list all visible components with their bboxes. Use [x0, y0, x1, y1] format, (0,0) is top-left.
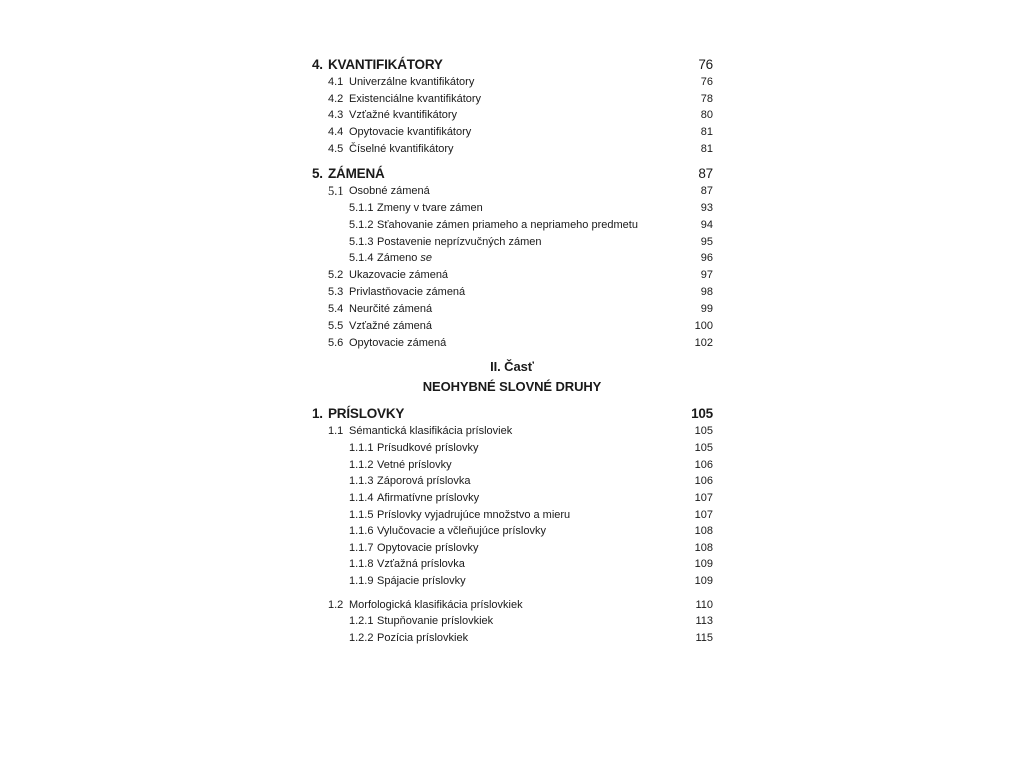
toc-subentry [0, 613, 1024, 629]
entry-title: Vylučovacie a včleňujúce príslovky [377, 525, 546, 537]
page-number: 107 [694, 492, 713, 504]
entry-title: Vzťažná príslovka [377, 558, 465, 570]
entry-title: Existenciálne kvantifikátory [349, 93, 482, 105]
page-number: 98 [700, 286, 713, 298]
toc-entry [0, 301, 1024, 317]
entry-title [377, 250, 432, 266]
toc-chapter-5 [0, 164, 1024, 184]
entry-title: Vzťažné zámená [349, 320, 433, 332]
entry-number: 5.5 [328, 320, 344, 332]
chapter-title: ZÁMENÁ [328, 166, 385, 181]
page-number: 96 [700, 252, 713, 264]
toc-subentry [0, 556, 1024, 572]
entry-number: 1.1.5 [349, 509, 374, 521]
toc-subentry [0, 473, 1024, 489]
entry-number: 5.2 [328, 269, 344, 281]
entry-number: 1.2.2 [349, 632, 374, 644]
entry-number: 5.6 [328, 337, 344, 349]
toc-entry [0, 284, 1024, 300]
toc-entry [0, 141, 1024, 157]
entry-number: 1.1.8 [349, 558, 374, 570]
toc-subentry [0, 200, 1024, 216]
page-number: 105 [691, 406, 713, 421]
entry-number: 1.1.1 [349, 442, 374, 454]
entry-number: 5.4 [328, 303, 344, 315]
toc-subentry [0, 540, 1024, 556]
page-number: 76 [698, 57, 713, 72]
toc-subentry [0, 573, 1024, 589]
entry-number: 4.5 [328, 143, 344, 155]
page-number: 100 [694, 320, 713, 332]
entry-number: 4.3 [328, 109, 344, 121]
part-title: NEOHYBNÉ SLOVNÉ DRUHY [422, 379, 602, 394]
chapter-number: 5. [312, 166, 323, 181]
page-number: 78 [700, 93, 713, 105]
page-number: 87 [698, 166, 713, 181]
entry-title: Sťahovanie zámen priameho a nepriameho predmetu [377, 219, 638, 231]
page-number: 99 [700, 303, 713, 315]
page-number: 110 [695, 599, 713, 611]
page-number: 81 [700, 143, 713, 155]
entry-number: 1.1 [328, 425, 344, 437]
entry-number: 5.1.1 [349, 202, 374, 214]
page-number: 107 [694, 509, 713, 521]
entry-title: Vetné príslovky [377, 459, 452, 471]
toc-subentry [0, 440, 1024, 456]
toc-entry [0, 91, 1024, 107]
page-number: 106 [694, 475, 713, 487]
entry-title: Vzťažné kvantifikátory [349, 109, 458, 121]
entry-number: 5.1.2 [349, 219, 374, 231]
entry-title: Ukazovacie zámená [349, 269, 449, 281]
toc-entry [0, 107, 1024, 123]
toc-entry [0, 423, 1024, 439]
entry-number: 4.4 [328, 126, 344, 138]
entry-number: 1.2 [328, 599, 344, 611]
toc-entry [0, 74, 1024, 90]
page-number: 108 [694, 542, 713, 554]
entry-title: Morfologická klasifikácia príslovkiek [349, 599, 523, 611]
entry-title: Číselné kvantifikátory [349, 143, 454, 155]
toc-entry [0, 267, 1024, 283]
chapter-number: 1. [312, 406, 323, 421]
entry-title: Opytovacie zámená [349, 337, 447, 349]
toc-entry [0, 183, 1024, 199]
toc-chapter-1 [0, 404, 1024, 424]
entry-title: Spájacie príslovky [377, 575, 466, 587]
entry-title: Opytovacie kvantifikátory [349, 126, 472, 138]
page-number: 81 [700, 126, 713, 138]
entry-title: Osobné zámená [349, 185, 430, 197]
toc-chapter-4 [0, 55, 1024, 75]
entry-title: Univerzálne kvantifikátory [349, 76, 475, 88]
toc-subentry [0, 234, 1024, 250]
page-number: 106 [694, 459, 713, 471]
page-number: 109 [694, 575, 713, 587]
entry-number: 1.2.1 [349, 615, 374, 627]
page-number: 95 [700, 236, 713, 248]
page-number: 108 [694, 525, 713, 537]
entry-number: 1.1.9 [349, 575, 374, 587]
entry-number: 1.1.7 [349, 542, 374, 554]
entry-title-italic: se [420, 252, 433, 264]
entry-title: Opytovacie príslovky [377, 542, 479, 554]
toc-subentry [0, 490, 1024, 506]
entry-number: 1.1.3 [349, 475, 374, 487]
chapter-number: 4. [312, 57, 323, 72]
entry-title: Stupňovanie príslovkiek [377, 615, 494, 627]
toc-subentry [0, 507, 1024, 523]
chapter-title: PRÍSLOVKY [328, 406, 405, 421]
entry-title: Príslovky vyjadrujúce množstvo a mieru [377, 509, 571, 521]
page-number: 102 [694, 337, 713, 349]
entry-number: 5.3 [328, 286, 344, 298]
entry-number: 1.1.4 [349, 492, 374, 504]
entry-title: Privlastňovacie zámená [349, 286, 466, 298]
entry-title: Postavenie neprízvučných zámen [377, 236, 542, 248]
entry-title: Pozícia príslovkiek [377, 632, 469, 644]
page-number: 115 [695, 632, 713, 644]
part-label: II. Časť [490, 359, 534, 374]
entry-title: Zmeny v tvare zámen [377, 202, 483, 214]
entry-number: 5.1.3 [349, 236, 374, 248]
page-number: 94 [700, 219, 713, 231]
entry-title: Sémantická klasifikácia prísloviek [349, 425, 513, 437]
page-number: 109 [694, 558, 713, 570]
entry-number: 5.1 [328, 184, 344, 198]
toc-entry [0, 597, 1024, 613]
entry-number: 4.1 [328, 76, 344, 88]
page-number: 105 [694, 442, 713, 454]
toc-subentry [0, 523, 1024, 539]
entry-number: 1.1.2 [349, 459, 374, 471]
entry-title: Prísudkové príslovky [377, 442, 479, 454]
entry-title-plain: Zámeno [377, 252, 421, 264]
page-number: 87 [700, 185, 713, 197]
toc-entry [0, 335, 1024, 351]
page-number: 113 [695, 615, 713, 627]
entry-number: 5.1.4 [349, 252, 374, 264]
entry-title: Neurčité zámená [349, 303, 433, 315]
chapter-title: KVANTIFIKÁTORY [328, 57, 443, 72]
page-number: 93 [700, 202, 713, 214]
page-number: 76 [700, 76, 713, 88]
page-number: 80 [700, 109, 713, 121]
toc-entry [0, 124, 1024, 140]
page-number: 105 [694, 425, 713, 437]
page-number: 97 [700, 269, 713, 281]
toc-subentry [0, 457, 1024, 473]
entry-number: 1.1.6 [349, 525, 374, 537]
toc-subentry [0, 250, 1024, 266]
toc-subentry [0, 630, 1024, 646]
toc-subentry [0, 217, 1024, 233]
entry-title: Afirmatívne príslovky [377, 492, 480, 504]
toc-entry [0, 318, 1024, 334]
entry-number: 4.2 [328, 93, 344, 105]
entry-title: Záporová príslovka [377, 475, 471, 487]
